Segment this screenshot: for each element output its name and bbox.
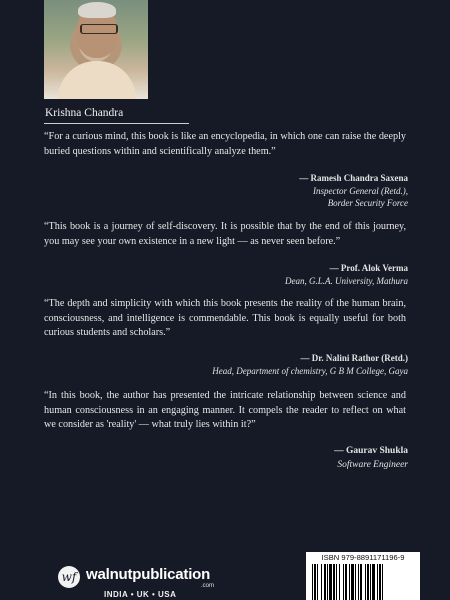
barcode-bar <box>383 564 386 600</box>
author-photo <box>44 0 148 99</box>
publisher-domain: .com <box>201 583 215 589</box>
publisher-countries: INDIA • UK • USA <box>104 590 177 599</box>
testimonial-quote-3: “The depth and simplicity with which this book presents the reality of the human brain, consciousness, and intelligence is commendable. This book is equally useful for both curious students and scholars.” <box>44 298 406 339</box>
publisher-name: walnutpublication <box>86 566 211 583</box>
testimonial-attribution-2 <box>285 262 408 287</box>
testimonial-attribution-1 <box>299 172 408 210</box>
author-photo-shirt <box>58 61 136 99</box>
testimonial-attribution-4 <box>334 444 408 472</box>
author-photo-glasses <box>80 24 118 34</box>
testimonial-author-3: — Dr. Nalini Rathor (Retd.) <box>300 353 408 363</box>
testimonial-quote-1: “For a curious mind, this book is like an encyclopedia, in which one can raise the deeply buried questions within and scientifically analyze them.” <box>44 131 406 157</box>
testimonial-role-2: Dean, G.L.A. University, Mathura <box>285 275 408 286</box>
testimonial-author-1: — Ramesh Chandra Saxena <box>299 173 408 183</box>
testimonial-attribution-3 <box>212 352 408 377</box>
isbn-number: ISBN 979-8891171196-9 <box>321 553 405 562</box>
author-name-underline <box>44 123 189 124</box>
testimonial-role-1a: Inspector General (Retd.), <box>313 185 408 196</box>
testimonial-role-1b: Border Security Force <box>327 198 408 208</box>
barcode-bars <box>312 564 414 600</box>
testimonial-quote-2: “This book is a journey of self-discovery. It is possible that by the end of this journey, you may see your own existence in a new light — as never seen before.” <box>44 221 406 247</box>
testimonial-quote-4: “In this book, the author has presented the intricate relationship between science and human consciousness in an engaging manner. It compels the reader to reflect on what we consider as 'reality' — what truly lies within it?” <box>44 390 406 431</box>
testimonial-role-3: Head, Department of chemistry, G B M College, Gaya <box>212 365 408 376</box>
author-photo-hair <box>78 2 116 18</box>
testimonial-role-4: Software Engineer <box>337 460 408 470</box>
author-name: Krishna Chandra <box>45 107 124 119</box>
isbn-barcode <box>306 552 420 600</box>
testimonial-author-4: — Gaurav Shukla <box>334 446 408 456</box>
publisher-logo-icon: wf <box>58 566 80 588</box>
testimonial-author-2: — Prof. Alok Verma <box>329 263 408 273</box>
